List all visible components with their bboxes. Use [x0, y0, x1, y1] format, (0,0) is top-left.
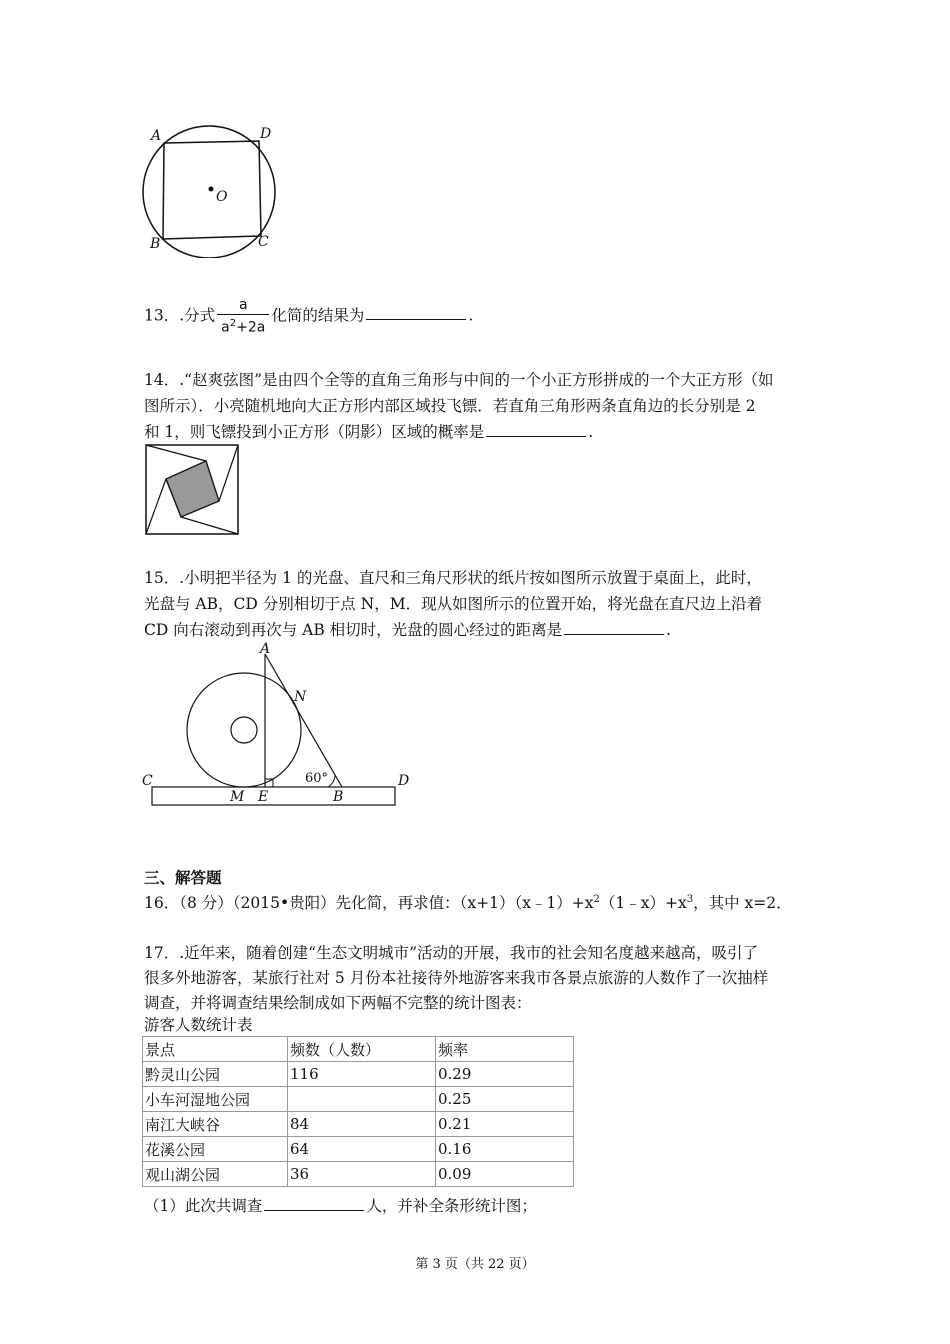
label-e: E [258, 789, 269, 805]
label-a: A [260, 641, 271, 657]
q17-answer-blank [264, 1196, 364, 1211]
table-cell: 0.16 [436, 1137, 574, 1162]
table-cell: 小车河湿地公园 [143, 1087, 288, 1112]
disc-ruler-triangle-figure [138, 640, 418, 810]
disc [187, 673, 301, 787]
question-17-line-2: 很多外地游客，某旅行社对 5 月份本社接待外地游客来我市各景点旅游的人数作了一次抽样 [144, 969, 769, 987]
table-header: 频数（人数） [288, 1037, 436, 1062]
triangle-hypotenuse [265, 654, 342, 787]
question-15-line-3: CD 向右滚动到再次与 AB 相切时，光盘的圆心经过的距离是 . [144, 621, 672, 639]
label-c: C [142, 773, 153, 789]
page-footer: 第 3 页（共 22 页） [415, 1257, 535, 1272]
label-a: A [151, 128, 162, 144]
angle-label: 60° [305, 771, 329, 786]
inner-shaded-square [166, 461, 219, 517]
table-cell: 黔灵山公园 [143, 1062, 288, 1087]
question-17-sub-1: （1）此次共调查 人，并补全条形统计图； [144, 1197, 537, 1215]
table-row [143, 1062, 574, 1087]
q13-prefix: 13．.分式 [144, 306, 216, 325]
table-cell: 84 [288, 1112, 436, 1137]
q13-suffix: 化简的结果为 [271, 306, 365, 325]
table-header: 频率 [436, 1037, 574, 1062]
label-b: B [333, 789, 344, 805]
ruler [152, 787, 395, 805]
visitor-stats-table [142, 1036, 574, 1187]
question-15-line-1: 15．.小明把半径为 1 的光盘、直尺和三角尺形状的纸片按如图所示放置于桌面上，此时， [144, 569, 762, 587]
table-cell: 0.29 [436, 1062, 574, 1087]
table-cell: 0.21 [436, 1112, 574, 1137]
table-row [143, 1137, 574, 1162]
label-b: B [150, 236, 161, 252]
table-cell: 0.09 [436, 1162, 574, 1187]
table-cell: 观山湖公园 [143, 1162, 288, 1187]
q14-answer-blank [486, 422, 586, 437]
label-d: D [398, 773, 410, 789]
label-n: N [294, 689, 307, 705]
table-cell: 116 [288, 1062, 436, 1087]
angle-arc [328, 775, 335, 787]
center-dot [209, 187, 214, 192]
zhao-shuang-diagram [144, 443, 240, 537]
label-c: C [258, 234, 269, 250]
table-header-row [143, 1037, 574, 1062]
table-cell: 南江大峡谷 [143, 1112, 288, 1137]
label-d: D [260, 126, 272, 142]
table-row [143, 1087, 574, 1112]
q13-fraction [217, 296, 269, 337]
question-14-line-3: 和 1，则飞镖投到小正方形（阴影）区域的概率是 . [144, 423, 594, 441]
table-cell [288, 1087, 436, 1112]
table-row [143, 1112, 574, 1137]
question-17-line-3: 调查，并将调查结果绘制成如下两幅不完整的统计图表： [144, 994, 532, 1012]
label-m: M [230, 789, 245, 805]
circle-square-figure [134, 118, 294, 258]
q15-answer-blank [564, 620, 664, 635]
table-cell: 64 [288, 1137, 436, 1162]
table-cell: 花溪公园 [143, 1137, 288, 1162]
label-o: O [216, 189, 228, 205]
question-13: 13．.分式 $\frac{a}{a^2+2a}$ 化简的结果为 . [144, 297, 474, 336]
question-17-line-1: 17．.近年来，随着创建“生态文明城市”活动的开展，我市的社会知名度越来越高，吸引了 [144, 944, 759, 962]
q13-answer-blank [366, 305, 466, 320]
question-14-line-2: 图所示）．小亮随机地向大正方形内部区域投飞镖．若直角三角形两条直角边的长分别是 2 [144, 397, 756, 415]
question-16: 16．（8 分）（2015•贵阳）先化简，再求值：$(x+1)(x﹣1)+x^2(1﹣x)+x^3$，其中 x=2． [144, 893, 792, 912]
section-heading: 三、解答题 [144, 869, 222, 887]
question-15-line-2: 光盘与 AB，CD 分别相切于点 N，M．现从如图所示的位置开始，将光盘在直尺边上沿着 [144, 595, 763, 613]
table-title: 游客人数统计表 [144, 1016, 253, 1034]
table-row [143, 1162, 574, 1187]
table-cell: 36 [288, 1162, 436, 1187]
disc-hole [231, 717, 257, 743]
q13-numerator: a [217, 296, 269, 315]
question-14-line-1: 14．.“赵爽弦图”是由四个全等的直角三角形与中间的一个小正方形拼成的一个大正方形（如 [144, 371, 774, 389]
table-cell: 0.25 [436, 1087, 574, 1112]
table-header: 景点 [143, 1037, 288, 1062]
q13-denominator: $a^2+2a$ [221, 318, 266, 336]
